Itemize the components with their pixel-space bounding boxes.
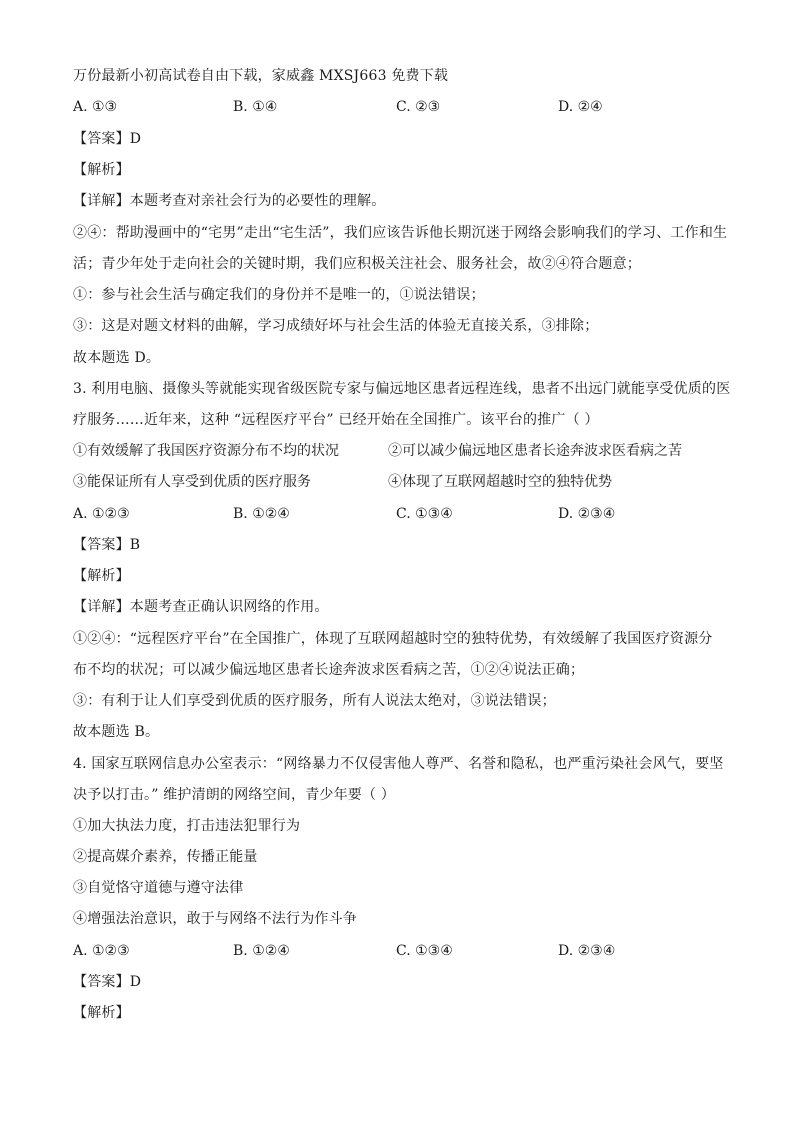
statement-item: ①有效缓解了我国医疗资源分布不均的状况: [73, 443, 339, 459]
option-a: A. ①②③: [73, 506, 130, 522]
statement-item: ③能保证所有人享受到优质的医疗服务: [73, 474, 311, 490]
option-b: B. ①④: [233, 99, 278, 115]
statement-item: ④增强法治意识，敢于与网络不法行为作斗争: [73, 911, 357, 927]
option-d: D. ②③④: [558, 506, 616, 522]
option-b: B. ①②④: [233, 943, 290, 959]
option-c: C. ①③④: [396, 943, 453, 959]
detail-text: 【详解】本题考查对亲社会行为的必要性的理解。: [73, 193, 386, 209]
statement-item: ①加大执法力度，打击违法犯罪行为: [73, 818, 301, 834]
option-a: A. ①②③: [73, 943, 130, 959]
analysis-label: 【解析】: [73, 568, 130, 584]
analysis-paragraph: ①：参与社会生活与确定我们的身份并不是唯一的，①说法错误；: [73, 287, 485, 303]
question-stem: 3. 利用电脑、摄像头等就能实现省级医院专家与偏远地区患者远程连线，患者不出远门就能享受优质的医: [73, 381, 731, 397]
statement-item: ②提高媒介素养，传播正能量: [73, 849, 258, 865]
conclusion-text: 故本题选 B。: [73, 724, 160, 740]
option-d: D. ②④: [558, 99, 603, 115]
header-promo: 万份最新小初高试卷自由下载，家威鑫 MXSJ663 免费下载: [73, 68, 449, 84]
analysis-label: 【解析】: [73, 162, 130, 178]
answer-label: 【答案】D: [73, 974, 142, 990]
statement-item: ②可以减少偏远地区患者长途奔波求医看病之苦: [388, 443, 682, 459]
option-c: C. ②③: [396, 99, 441, 115]
statement-item: ③自觉恪守道德与遵守法律: [73, 880, 244, 896]
answer-label: 【答案】D: [73, 131, 142, 147]
statement-item: ④体现了互联网超越时空的独特优势: [388, 474, 612, 490]
question-stem: 4. 国家互联网信息办公室表示：“网络暴力不仅侵害他人尊严、名誉和隐私，也严重污染社会风气，要坚: [73, 756, 724, 772]
analysis-paragraph: ②④：帮助漫画中的“宅男”走出“宅生活”，我们应该告诉他长期沉迷于网络会影响我们的学习、工作和生: [73, 225, 728, 241]
analysis-paragraph: 活；青少年处于走向社会的关键时期，我们应积极关注社会、服务社会，故②④符合题意；: [73, 256, 641, 272]
answer-label: 【答案】B: [73, 537, 141, 553]
option-c: C. ①③④: [396, 506, 453, 522]
analysis-label: 【解析】: [73, 1005, 130, 1021]
analysis-paragraph: ③：这是对题文材料的曲解，学习成绩好坏与社会生活的体验无直接关系，③排除；: [73, 318, 599, 334]
option-a: A. ①③: [73, 99, 118, 115]
analysis-paragraph: 布不均的状况；可以减少偏远地区患者长途奔波求医看病之苦，①②④说法正确；: [73, 662, 585, 678]
detail-text: 【详解】本题考查正确认识网络的作用。: [73, 599, 329, 615]
question-stem: 决予以打击。” 维护清朗的网络空间，青少年要（ ）: [73, 787, 396, 803]
option-b: B. ①②④: [233, 506, 290, 522]
conclusion-text: 故本题选 D。: [73, 350, 161, 366]
option-d: D. ②③④: [558, 943, 616, 959]
analysis-paragraph: ③：有利于让人们享受到优质的医疗服务，所有人说法太绝对，③说法错误；: [73, 693, 556, 709]
analysis-paragraph: ①②④：“远程医疗平台”在全国推广，体现了互联网超越时空的独特优势，有效缓解了我国医疗资源分: [73, 631, 713, 647]
question-stem: 疗服务……近年来，这种 “远程医疗平台” 已经开始在全国推广。该平台的推广（ ）: [73, 412, 599, 428]
